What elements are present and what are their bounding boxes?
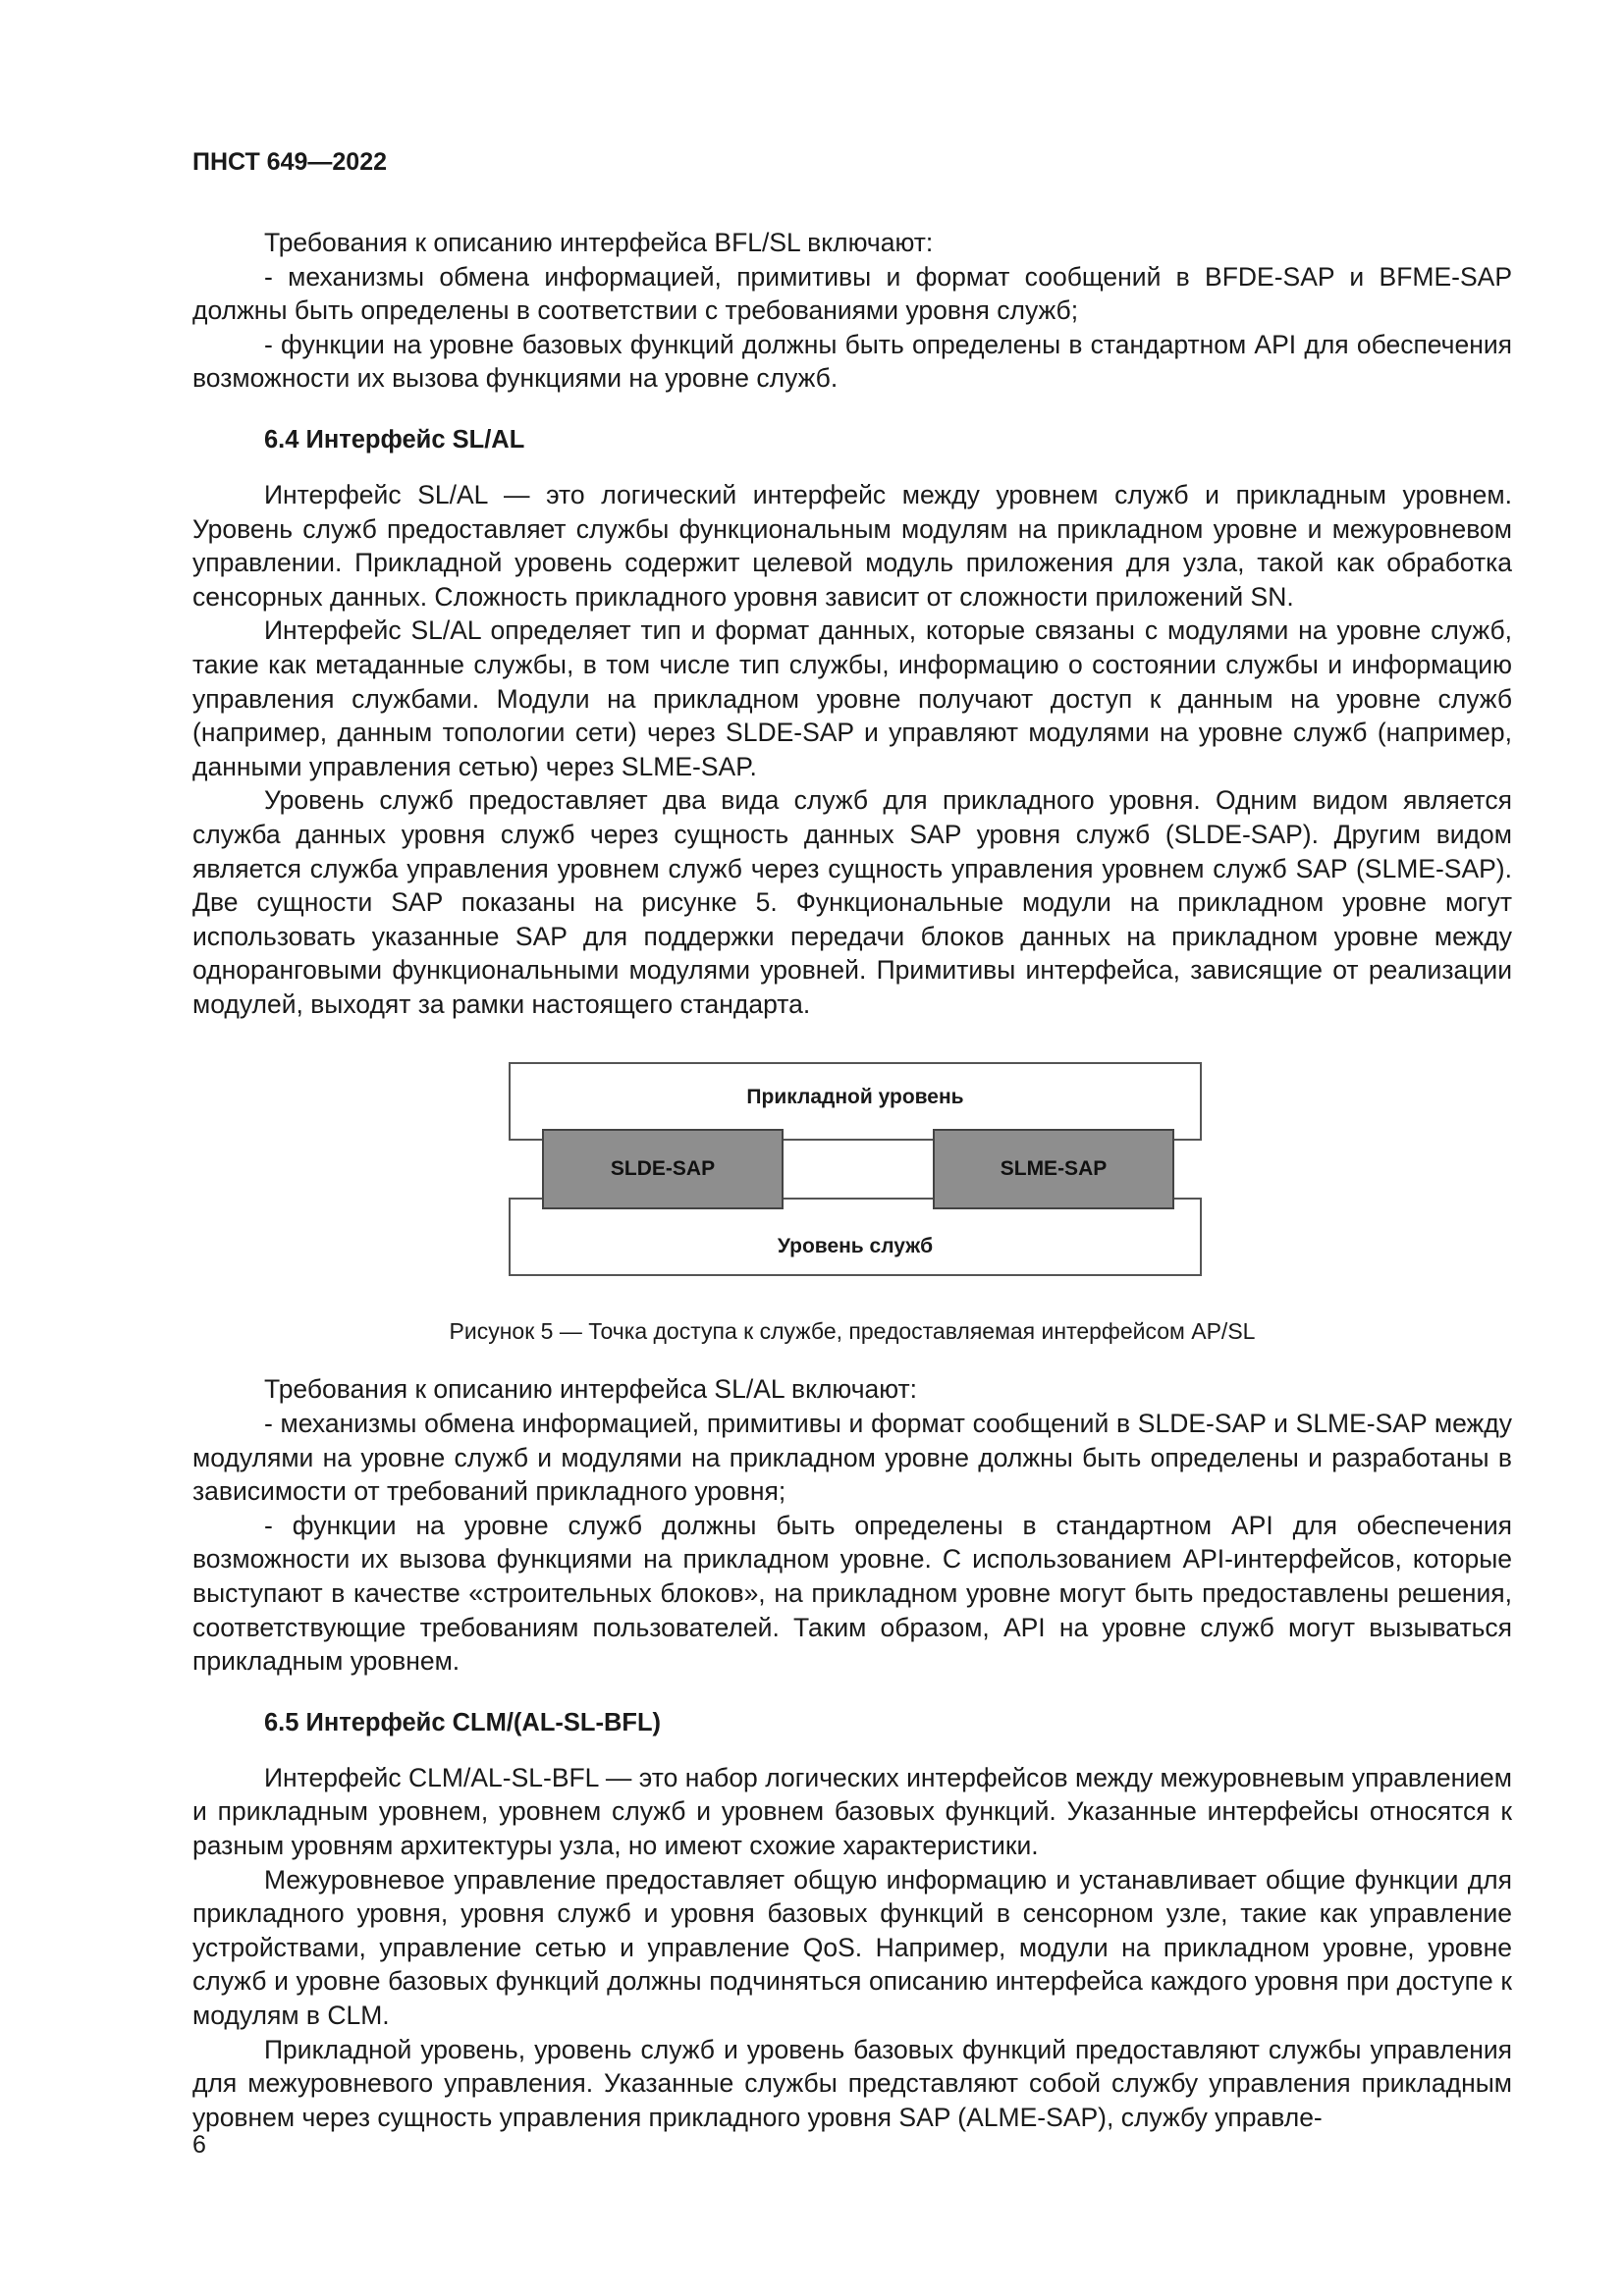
paragraph: Уровень служб предоставляет два вида служб для прикладного уровня. Одним видом является служба данных уровня служб через сущность данных SAP уровня служб (SLDE-SAP). Другим видом является служба управления уровнем служб через сущность управления уровнем служб SAP (SLME-SAP). Две сущности SAP показаны на рисунке 5. Функциональные модули на прикладном уровне могут использовать указанные SAP для поддержки передачи блоков данных на прикладном уровне между одноранговыми функциональными модулями уровней. Примитивы интерфейса, зависящие от реализации модулей, выходят за рамки настоящего стандарта. — [192, 785, 1512, 1019]
paragraph: Интерфейс SL/AL — это логический интерфейс между уровнем служб и прикладным уровнем. Уровень служб предоставляет службы функциональным модулям на прикладном уровне и межуровневом управлении. Прикладной уровень содержит целевой модуль приложения для узла, такой как обработка сенсорных данных. Сложность прикладного уровня зависит от сложности приложений SN. — [192, 479, 1512, 612]
application-layer-box: Прикладной уровень — [509, 1062, 1202, 1141]
paragraph: - функции на уровне базовых функций должны быть определены в стандартном API для обеспечения возможности их вызова функциями на уровне служб. — [192, 329, 1512, 394]
document-page — [192, 145, 1512, 2134]
section-6-5-body — [192, 1761, 1512, 2135]
document-header: ПНСТ 649—2022 — [192, 148, 387, 176]
paragraph: - функции на уровне служб должны быть определены в стандартном API для обеспечения возможности их вызова функциями на прикладном уровне. С использованием API-интерфейсов, которые выступают в качестве «строительных блоков», на прикладном уровне могут быть предоставлены решения, соответствующие требованиям пользователей. Таким образом, API на уровне служб могут вызываться прикладным уровнем. — [192, 1510, 1512, 1677]
service-layer-box: Уровень служб — [509, 1198, 1202, 1276]
paragraph: Требования к описанию интерфейса SL/AL включают: — [264, 1374, 918, 1405]
slme-sap-box: SLME-SAP — [933, 1129, 1174, 1209]
paragraph: Интерфейс SL/AL определяет тип и формат данных, которые связаны с модулями на уровне служб, такие как метаданные службы, в том числе тип службы, информацию о состоянии службы и информацию управления службами. Модули на прикладном уровне получают доступ к данным на уровне служб (например, данным топологии сети) через SLDE-SAP и управляют модулями на уровне служб (например, данными управления сетью) через SLME-SAP. — [192, 615, 1512, 781]
page-number: 6 — [192, 2131, 206, 2159]
slde-sap-box: SLDE-SAP — [542, 1129, 784, 1209]
section-heading-6-4: 6.4 Интерфейс SL/AL — [264, 425, 525, 454]
paragraph: Требования к описанию интерфейса BFL/SL включают: — [264, 228, 934, 257]
paragraph: Прикладной уровень, уровень служб и уровень базовых функций предоставляют службы управления для межуровневого управления. Указанные службы представляют собой службу управления прикладным уровнем через сущность управления прикладного уровня SAP (ALME-SAP), службу управле- — [192, 2034, 1512, 2132]
section-bfl-requirements — [192, 226, 1512, 396]
section-6-4-body — [192, 478, 1512, 1022]
section-slal-requirements — [192, 1372, 1512, 1678]
paragraph: - механизмы обмена информацией, примитивы и формат сообщений в SLDE-SAP и SLME-SAP между модулями на уровне служб и модулями на прикладном уровне должны быть определены и разработаны в зависимости от требований прикладного уровня; — [192, 1409, 1512, 1507]
paragraph: Интерфейс CLM/AL-SL-BFL — это набор логических интерфейсов между межуровневым управлением и прикладным уровнем, уровнем служб и уровнем базовых функций. Указанные интерфейсы относятся к разным уровням архитектуры узла, но имеют схожие характеристики. — [192, 1762, 1512, 1860]
paragraph: Межуровневое управление предоставляет общую информацию и устанавливает общие функции для прикладного уровня, уровня служб и уровня базовых функций в сенсорном узле, такие как управление устройствами, управление сетью и управление QoS. Например, модули на прикладном уровне, уровне служб и уровне базовых функций должны подчиняться описанию интерфейса каждого уровня при доступе к модулям в CLM. — [192, 1864, 1512, 2030]
figure-5-diagram — [192, 1062, 1512, 1298]
paragraph: - механизмы обмена информацией, примитивы и формат сообщений в BFDE-SAP и BFME-SAP должны быть определены в соответствии с требованиями уровня служб; — [192, 261, 1512, 326]
figure-caption: Рисунок 5 — Точка доступа к службе, предоставляемая интерфейсом AP/SL — [449, 1318, 1256, 1345]
section-heading-6-5: 6.5 Интерфейс CLM/(AL-SL-BFL) — [264, 1708, 662, 1736]
